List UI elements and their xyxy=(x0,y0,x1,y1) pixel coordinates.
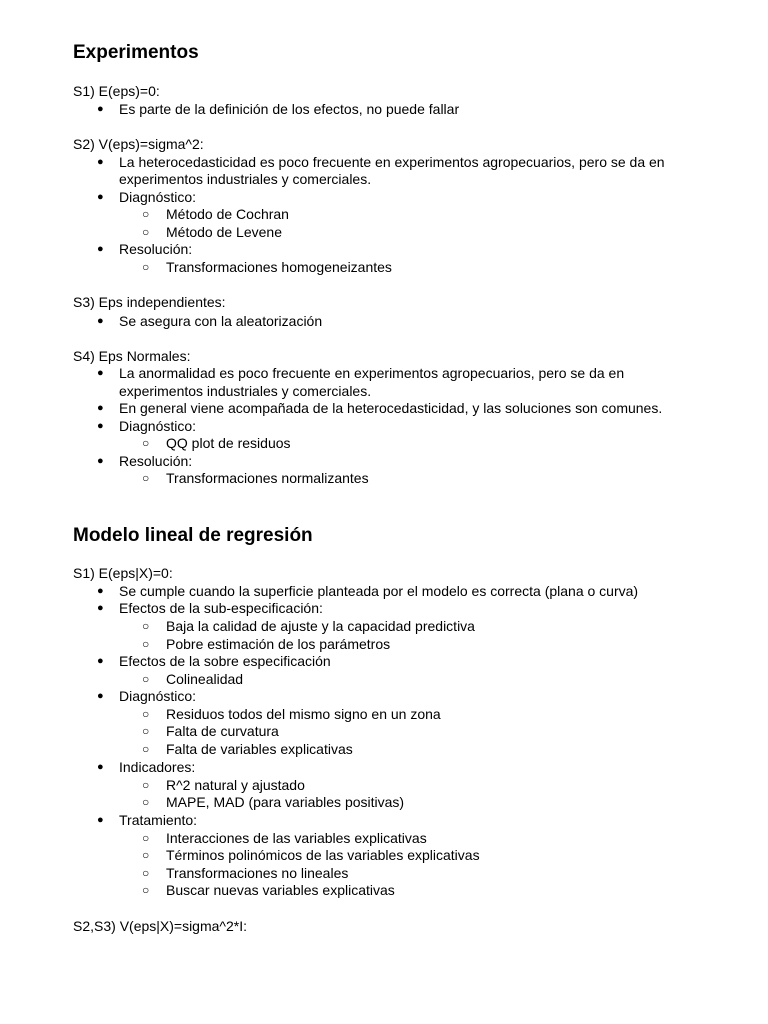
list-item: Resolución: xyxy=(119,453,193,469)
bullet-icon: ● xyxy=(97,243,104,255)
sub-bullet-icon: ○ xyxy=(142,471,150,485)
bullet-icon: ● xyxy=(97,602,104,614)
s3-label: S3) Eps independientes: xyxy=(73,294,226,310)
bullet-icon: ● xyxy=(97,814,104,826)
sub-list-item: Transformaciones homogeneizantes xyxy=(166,259,392,275)
list-item: En general viene acompañada de la heterocedasticidad, y las soluciones son comunes. xyxy=(119,400,663,416)
list-item: Diagnóstico: xyxy=(119,189,197,205)
sub-list-item: MAPE, MAD (para variables positivas) xyxy=(166,794,405,810)
list-item: Efectos de la sobre especificación xyxy=(119,653,331,669)
bullet-icon: ● xyxy=(97,455,104,467)
s4-label: S4) Eps Normales: xyxy=(73,348,191,364)
section-title-experimentos: Experimentos xyxy=(73,42,199,63)
s1-label: S1) E(eps|X)=0: xyxy=(73,565,173,581)
list-item: Tratamiento: xyxy=(119,812,198,828)
bullet-icon: ● xyxy=(97,191,104,203)
list-item-continuation: experimentos industriales y comerciales. xyxy=(119,171,372,187)
list-item: Se cumple cuando la superficie planteada por el modelo es correcta (plana o curva) xyxy=(119,583,639,599)
list-item: Es parte de la definición de los efectos, no puede fallar xyxy=(119,101,460,117)
sub-bullet-icon: ○ xyxy=(142,436,150,450)
bullet-icon: ● xyxy=(97,690,104,702)
list-item: La anormalidad es poco frecuente en experimentos agropecuarios, pero se da en xyxy=(119,365,625,381)
sub-bullet-icon: ○ xyxy=(142,724,150,738)
sub-bullet-icon: ○ xyxy=(142,672,150,686)
section-title-modelo-lineal: Modelo lineal de regresión xyxy=(73,525,313,546)
sub-list-item: Transformaciones no lineales xyxy=(166,865,349,881)
sub-list-item: R^2 natural y ajustado xyxy=(166,777,305,793)
sub-bullet-icon: ○ xyxy=(142,883,150,897)
sub-bullet-icon: ○ xyxy=(142,207,150,221)
s23-label: S2,S3) V(eps|X)=sigma^2*I: xyxy=(73,918,248,934)
list-item: Indicadores: xyxy=(119,759,196,775)
sub-bullet-icon: ○ xyxy=(142,225,150,239)
sub-list-item: QQ plot de residuos xyxy=(166,435,291,451)
sub-list-item: Falta de curvatura xyxy=(166,723,279,739)
list-item: Diagnóstico: xyxy=(119,418,197,434)
sub-list-item: Método de Cochran xyxy=(166,206,289,222)
list-item-continuation: experimentos industriales y comerciales. xyxy=(119,383,372,399)
list-item: Se asegura con la aleatorización xyxy=(119,313,323,329)
sub-list-item: Términos polinómicos de las variables explicativas xyxy=(166,847,480,863)
sub-list-item: Buscar nuevas variables explicativas xyxy=(166,882,395,898)
sub-bullet-icon: ○ xyxy=(142,260,150,274)
sub-list-item: Pobre estimación de los parámetros xyxy=(166,636,391,652)
bullet-icon: ● xyxy=(97,103,104,115)
sub-bullet-icon: ○ xyxy=(142,795,150,809)
sub-bullet-icon: ○ xyxy=(142,742,150,756)
s1-label: S1) E(eps)=0: xyxy=(73,83,160,99)
sub-bullet-icon: ○ xyxy=(142,619,150,633)
bullet-icon: ● xyxy=(97,367,104,379)
sub-list-item: Transformaciones normalizantes xyxy=(166,470,369,486)
bullet-icon: ● xyxy=(97,655,104,667)
sub-list-item: Interacciones de las variables explicativas xyxy=(166,830,427,846)
list-item: Resolución: xyxy=(119,241,193,257)
list-item: Diagnóstico: xyxy=(119,688,197,704)
sub-bullet-icon: ○ xyxy=(142,831,150,845)
sub-bullet-icon: ○ xyxy=(142,637,150,651)
sub-list-item: Método de Levene xyxy=(166,224,282,240)
s2-label: S2) V(eps)=sigma^2: xyxy=(73,136,204,152)
sub-list-item: Residuos todos del mismo signo en un zona xyxy=(166,706,441,722)
bullet-icon: ● xyxy=(97,585,104,597)
sub-list-item: Colinealidad xyxy=(166,671,244,687)
bullet-icon: ● xyxy=(97,761,104,773)
sub-list-item: Baja la calidad de ajuste y la capacidad predictiva xyxy=(166,618,475,634)
sub-bullet-icon: ○ xyxy=(142,707,150,721)
sub-bullet-icon: ○ xyxy=(142,866,150,880)
sub-bullet-icon: ○ xyxy=(142,848,150,862)
bullet-icon: ● xyxy=(97,402,104,414)
list-item: Efectos de la sub-especificación: xyxy=(119,600,323,616)
sub-bullet-icon: ○ xyxy=(142,778,150,792)
bullet-icon: ● xyxy=(97,156,104,168)
list-item: La heterocedasticidad es poco frecuente en experimentos agropecuarios, pero se da en xyxy=(119,154,665,170)
sub-list-item: Falta de variables explicativas xyxy=(166,741,353,757)
bullet-icon: ● xyxy=(97,315,104,327)
bullet-icon: ● xyxy=(97,420,104,432)
